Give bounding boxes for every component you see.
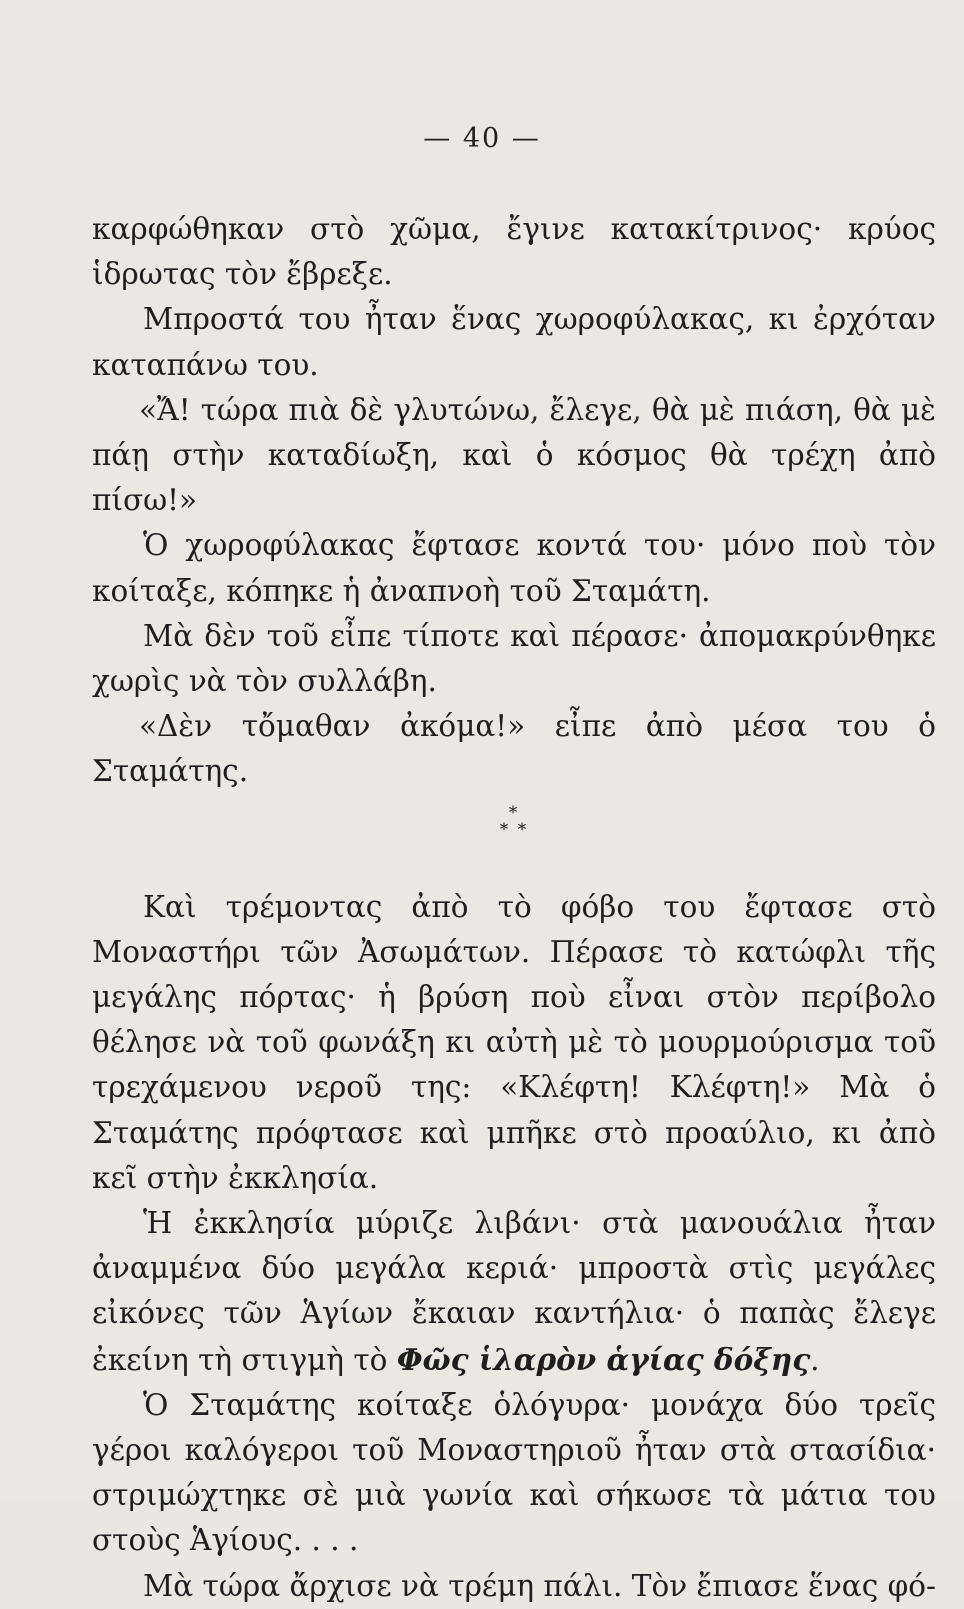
- asterism-ornament: [92, 802, 936, 840]
- paragraph-monks-stalls: Ὁ Σταμάτης κοίταξε ὁλόγυρα· μονάχα δύο τρεῖς γέροι καλόγεροι τοῦ Μοναστηριοῦ ἦταν στὰ στασίδια· στριμώχτηκε σὲ μιὰ γωνία καὶ σήκωσε τὰ μάτια του στοὺς Ἁγίους. . . .: [92, 1387, 936, 1558]
- paragraph-continuation: καρφώθηκαν στὸ χῶμα, ἔγινε κατακίτρινος· κρύος ἱδρωτας τὸν ἔβρεξε.: [92, 212, 936, 292]
- asterism-bottom-stars: * *: [499, 819, 529, 840]
- page-body-text: [92, 207, 936, 1609]
- church-interior-end: .: [810, 1342, 820, 1377]
- asterism-top-star: *: [508, 802, 520, 823]
- paragraph-gendarme-passed: Μὰ δὲν τοῦ εἶπε τίποτε καὶ πέρασε· ἀπομακρύνθηκε χωρὶς νὰ τὸν συλλάβη.: [92, 618, 936, 699]
- paragraph-gendarme-approaching: Μπροστά του ἦταν ἕνας χωροφύλακας, κι ἐρχόταν καταπάνω του.: [92, 302, 936, 382]
- page-number: — 40 —: [423, 123, 541, 154]
- paragraph-trembling-again: Μὰ τώρα ἄρχισε νὰ τρέμη πάλι. Τὸν ἔπιασε ἕνας φό-: [143, 1568, 936, 1603]
- paragraph-monastery-arrival: Καὶ τρέμοντας ἀπὸ τὸ φόβο του ἔφτασε στὸ Μοναστήρι τῶν Ἀσωμάτων. Πέρασε τὸ κατώφλι τῆς μεγάλης πόρτας· ἡ βρύση ποὺ εἶναι στὸν περίβολο θέλησε νὰ τοῦ φωνάξη κι αὐτὴ μὲ τὸ μουρμούρισμα τοῦ τρεχάμενου νεροῦ της: «Κλέφτη! Κλέφτη!» Μὰ ὁ Σταμάτης πρόφτασε καὶ μπῆκε στὸ προαύλιο, κι ἀπὸ κεῖ στὴν ἐκκλησία.: [92, 889, 936, 1195]
- hymn-title: Φῶς ἱλαρὸν ἁγίας δόξης: [396, 1341, 811, 1377]
- church-interior-text: Ἡ ἐκκλησία μύριζε λιβάνι· στὰ μανουάλια ἦταν ἀναμμένα δύο μεγάλα κεριά· μπροστὰ στὶς μεγάλες εἰκόνες τῶν Ἁγίων ἔκαιαν καντήλια· ὁ παπὰς ἔλεγε ἐκείνη τὴ στιγμὴ τὸ: [92, 1206, 936, 1377]
- paragraph-relief-quote: «Δὲν τὄμαθαν ἀκόμα!» εἶπε ἀπὸ μέσα του ὁ Σταμάτης.: [92, 709, 936, 789]
- paragraph-gendarme-glance: Ὁ χωροφύλακας ἔφτασε κοντά του· μόνο ποὺ τὸν κοίταξε, κόπηκε ἡ ἀναπνοὴ τοῦ Σταμάτη.: [92, 528, 936, 608]
- paragraph-church-interior: [92, 1201, 936, 1383]
- paragraph-fear-quote: «Ἄ! τώρα πιὰ δὲ γλυτώνω, ἔλεγε, θὰ μὲ πιάση, θὰ μὲ πάῃ στὴν καταδίωξη, καὶ ὁ κόσμος θὰ τρέχη ἀπὸ πίσω!»: [92, 392, 936, 518]
- section-break: [92, 795, 936, 885]
